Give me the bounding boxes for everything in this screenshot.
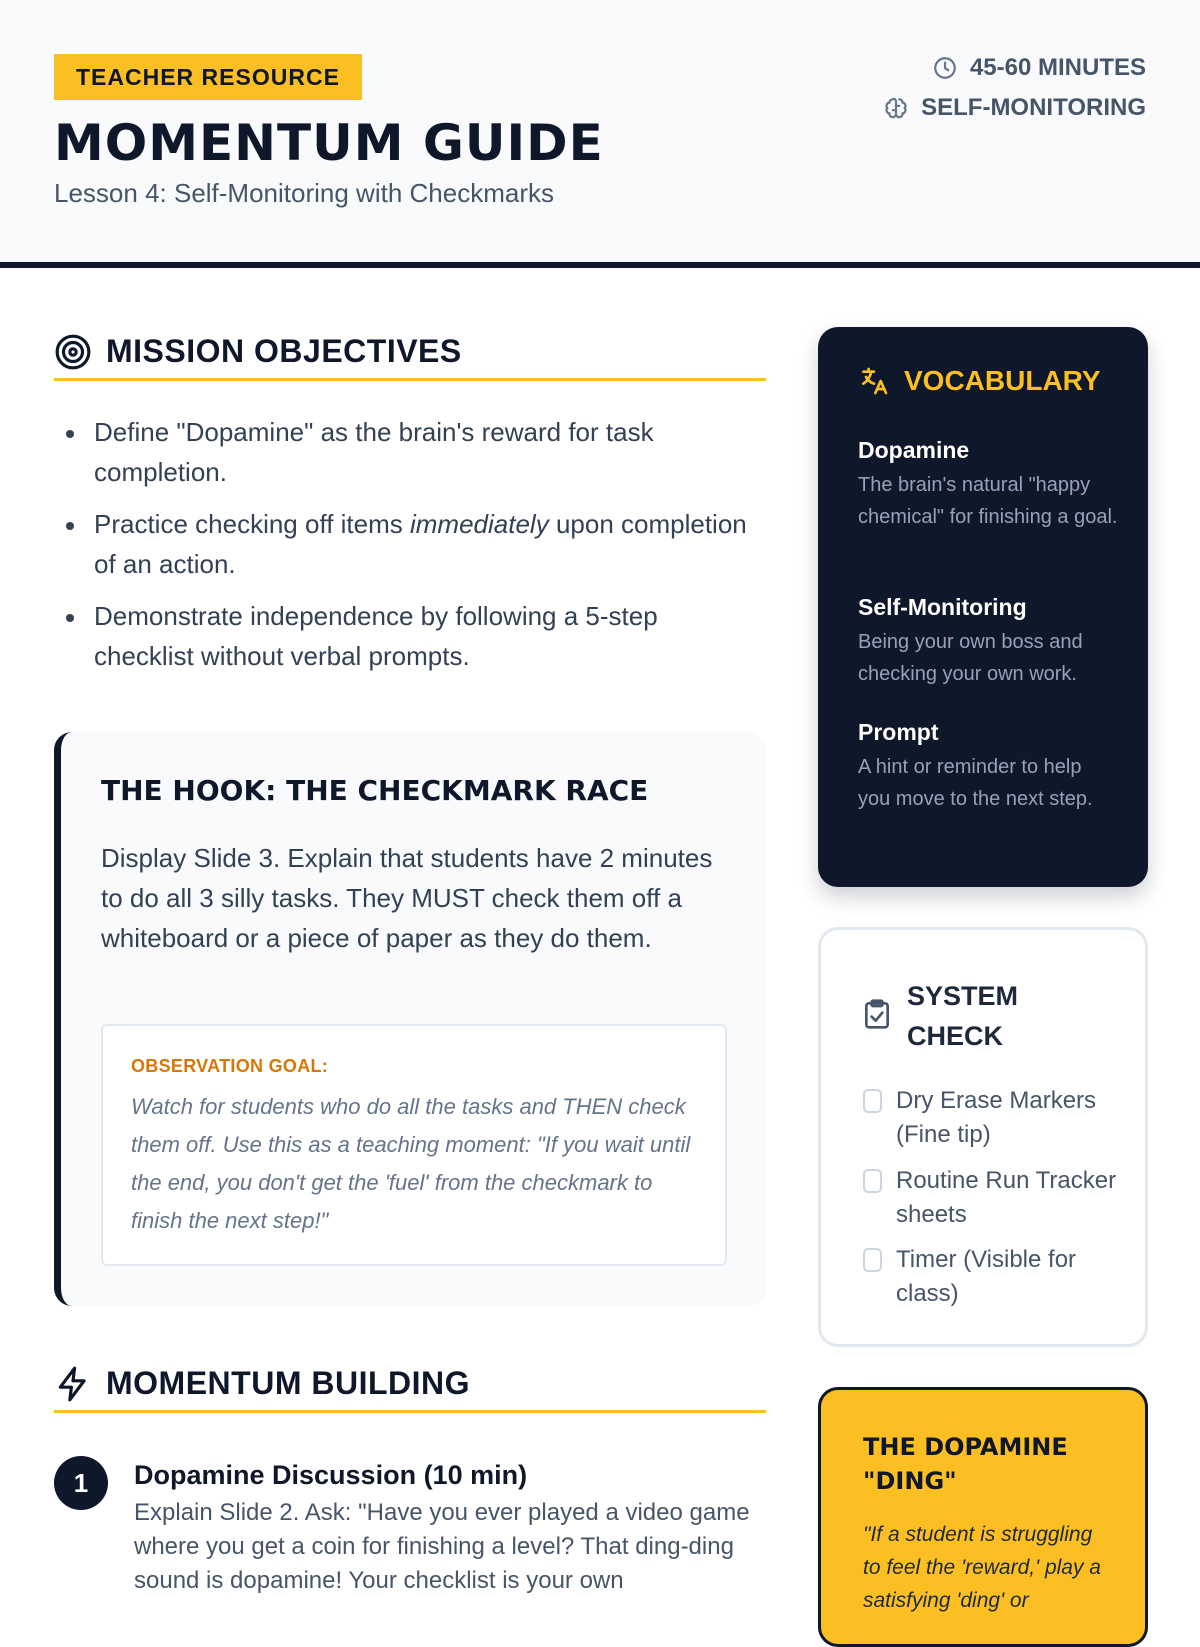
list-item bbox=[54, 596, 754, 676]
checkbox[interactable] bbox=[863, 1248, 882, 1272]
objective-emphasis: immediately bbox=[410, 509, 549, 539]
duration-text: 45-60 MINUTES bbox=[969, 54, 1146, 81]
system-check-card bbox=[818, 927, 1148, 1347]
page-title: MOMENTUM GUIDE bbox=[54, 114, 604, 172]
vocab-term bbox=[858, 435, 1118, 533]
list-item bbox=[54, 504, 754, 584]
term-definition: The brain's natural "happy chemical" for finishing a goal. bbox=[858, 474, 1118, 528]
target-icon bbox=[54, 333, 92, 371]
vocab-term bbox=[858, 717, 1118, 815]
observation-box bbox=[101, 1024, 727, 1266]
brain-icon bbox=[883, 95, 909, 121]
observation-text: Watch for students who do all the tasks and THEN check them off. Use this as a teaching moment: "If you wait until the end, you don't get the 'fuel' from the checkmark to finish the next step!" bbox=[131, 1094, 691, 1233]
duration-meta bbox=[806, 54, 1146, 82]
checklist-label: Dry Erase Markers (Fine tip) bbox=[896, 1087, 1097, 1148]
objectives-heading-text: MISSION OBJECTIVES bbox=[106, 333, 462, 369]
vocabulary-heading bbox=[858, 365, 1101, 397]
term-name: Dopamine bbox=[858, 437, 970, 463]
checklist-item[interactable] bbox=[863, 1084, 1123, 1152]
step-title: Dopamine Discussion (10 min) bbox=[134, 1460, 528, 1490]
checklist-item[interactable] bbox=[863, 1164, 1123, 1232]
objectives-heading bbox=[54, 325, 766, 381]
system-check-heading: SYSTEM CHECK bbox=[907, 981, 1019, 1051]
term-definition: Being your own boss and checking your own work. bbox=[858, 631, 1083, 685]
hook-card bbox=[54, 732, 766, 1306]
checklist-label: Routine Run Tracker sheets bbox=[896, 1167, 1117, 1228]
resource-badge: TEACHER RESOURCE bbox=[54, 54, 362, 100]
ding-text: "If a student is struggling to feel the 'reward,' play a satisfying 'ding' or bbox=[863, 1523, 1101, 1612]
page-header bbox=[0, 0, 1200, 268]
objective-text: Demonstrate independence by following a 5-step checklist without verbal prompts. bbox=[94, 601, 658, 671]
momentum-heading bbox=[54, 1357, 766, 1413]
vocabulary-heading-text: VOCABULARY bbox=[904, 365, 1101, 396]
objective-text: upon completion of an action. bbox=[94, 509, 747, 579]
objective-text: Practice checking off items bbox=[94, 509, 410, 539]
term-name: Prompt bbox=[858, 719, 939, 745]
focus-text: SELF-MONITORING bbox=[921, 94, 1146, 121]
vocab-term bbox=[858, 592, 1118, 690]
observation-label: OBSERVATION GOAL: bbox=[131, 1056, 329, 1076]
objective-text: Define "Dopamine" as the brain's reward for task completion. bbox=[94, 417, 654, 487]
checklist-item[interactable] bbox=[863, 1243, 1123, 1311]
checklist-label: Timer (Visible for class) bbox=[896, 1246, 1077, 1307]
term-name: Self-Monitoring bbox=[858, 594, 1027, 620]
ding-title: THE DOPAMINE "DING" bbox=[863, 1433, 1068, 1495]
hook-text: Display Slide 3. Explain that students have 2 minutes to do all 3 silly tasks. They MUST check them off a whiteboard or a piece of paper as they do them. bbox=[101, 843, 713, 953]
hook-title: THE HOOK: THE CHECKMARK RACE bbox=[101, 774, 649, 807]
objectives-list bbox=[54, 412, 754, 688]
checkbox[interactable] bbox=[863, 1169, 882, 1193]
checkbox[interactable] bbox=[863, 1089, 882, 1113]
list-item bbox=[54, 412, 754, 492]
momentum-heading-text: MOMENTUM BUILDING bbox=[106, 1365, 471, 1401]
clock-icon bbox=[932, 55, 958, 81]
translate-icon bbox=[858, 365, 890, 397]
clipboard-check-icon bbox=[863, 998, 891, 1030]
dopamine-ding-card bbox=[818, 1387, 1148, 1647]
vocabulary-card bbox=[818, 327, 1148, 887]
focus-meta bbox=[806, 94, 1146, 122]
step-text: Explain Slide 2. Ask: "Have you ever played a video game where you get a coin for finishing a level? That ding-ding sound is dopamine! Your checklist is your own bbox=[134, 1499, 750, 1594]
lightning-icon bbox=[54, 1365, 92, 1403]
term-definition: A hint or reminder to help you move to the next step. bbox=[858, 756, 1093, 810]
step-number: 1 bbox=[54, 1456, 108, 1510]
lesson-subtitle: Lesson 4: Self-Monitoring with Checkmarks bbox=[54, 178, 554, 208]
